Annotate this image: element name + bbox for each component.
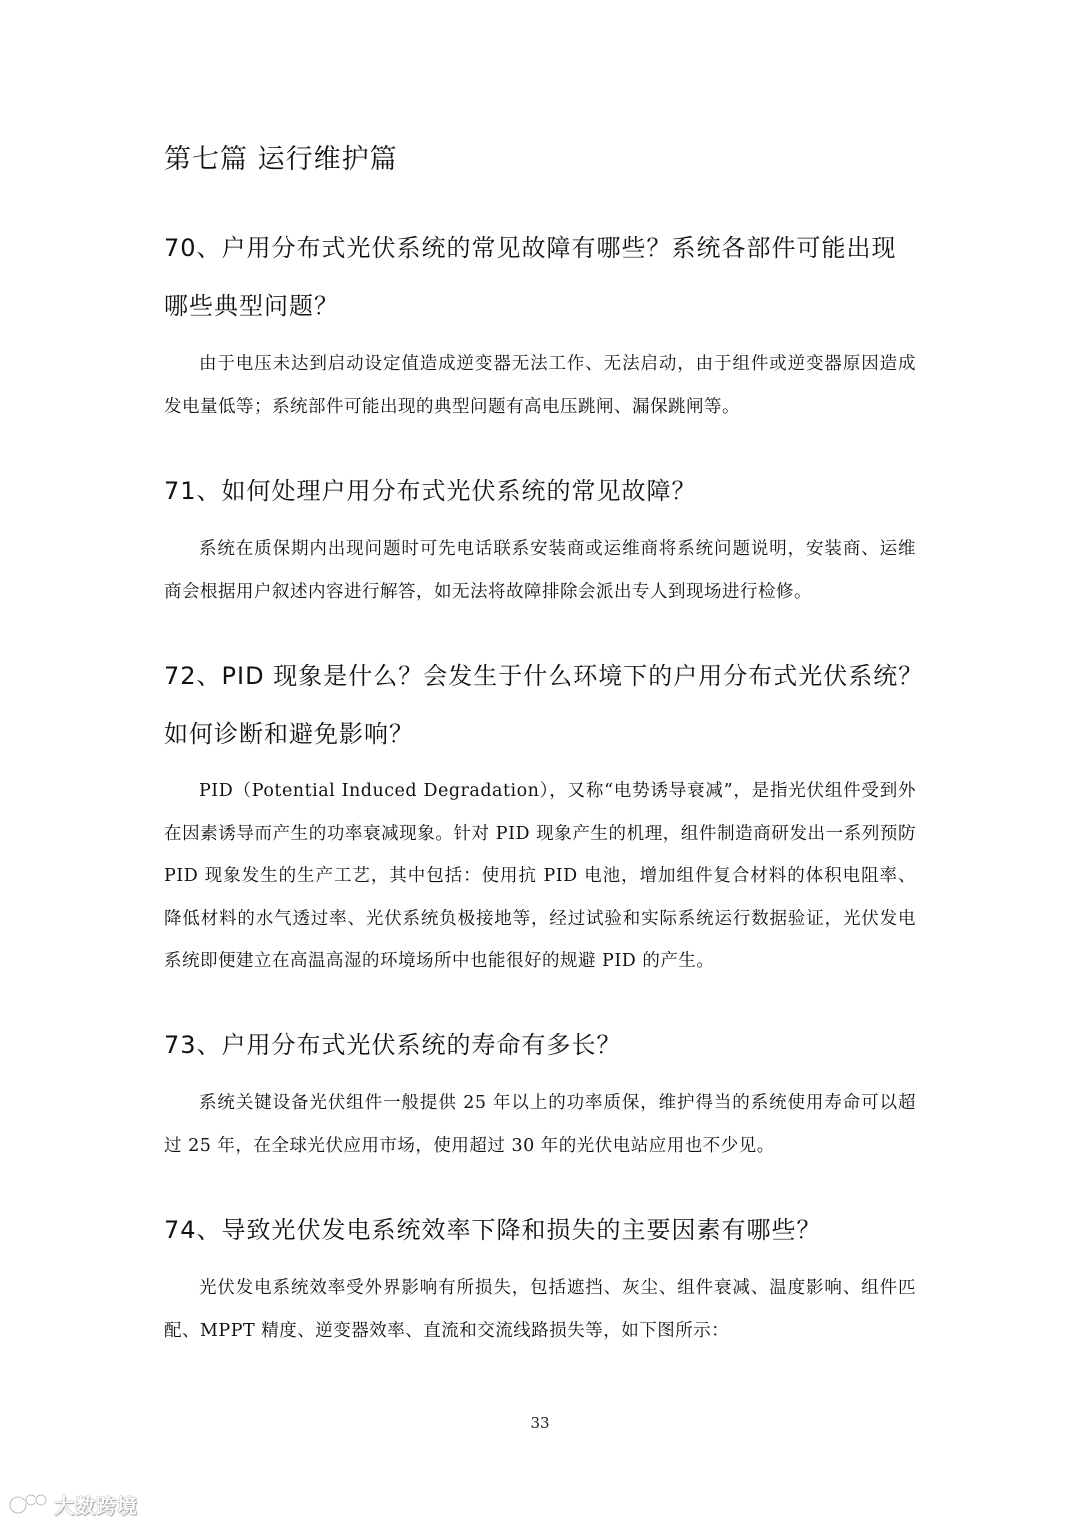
answer-70: 由于电压未达到启动设定值造成逆变器无法工作、无法启动，由于组件或逆变器原因造成发电量低等；系统部件可能出现的典型问题有高电压跳闸、漏保跳闸等。 [164, 354, 916, 417]
question-72 [164, 647, 924, 763]
question-70 [164, 219, 924, 335]
watermark-text: 大数跨境 [54, 1493, 138, 1518]
question-line: 如何诊断和避免影响？ [164, 720, 414, 748]
question-line: 72、PID 现象是什么？会发生于什么环境下的户用分布式光伏系统？ [164, 662, 924, 690]
watermark [8, 1490, 138, 1518]
question-73 [164, 1016, 924, 1074]
question-line: 74、导致光伏发电系统效率下降和损失的主要因素有哪些？ [164, 1216, 822, 1244]
answer-73: 系统关键设备光伏组件一般提供 25 年以上的功率质保，维护得当的系统使用寿命可以超过 25 年，在全球光伏应用市场，使用超过 30 年的光伏电站应用也不少见。 [164, 1093, 916, 1156]
page-number: 33 [530, 1414, 550, 1432]
answer-72: PID（Potential Induced Degradation），又称“电势诱导衰减”，是指光伏组件受到外在因素诱导而产生的功率衰减现象。针对 PID 现象产生的机理，组件制造商研发出一系列预防 PID 现象发生的生产工艺，其中包括：使用抗 PID 电池，增加组件复合材料的体积电阻率、降低材料的水气透过率、光伏系统负极接地等，经过试验和实际系统运行数据验证，光伏发电系统即便建立在高温高湿的环境场所中也能很好的规避 PID 的产生。 [164, 781, 916, 971]
question-line: 70、户用分布式光伏系统的常见故障有哪些？系统各部件可能出现 [164, 234, 897, 262]
answer-74: 光伏发电系统效率受外界影响有所损失，包括遮挡、灰尘、组件衰减、温度影响、组件匹配、MPPT 精度、逆变器效率、直流和交流线路损失等，如下图所示： [164, 1278, 916, 1341]
question-line: 71、如何处理户用分布式光伏系统的常见故障？ [164, 477, 697, 505]
chapter-title: 第七篇 运行维护篇 [164, 144, 398, 175]
brand-logo-icon [8, 1491, 48, 1517]
question-line: 73、户用分布式光伏系统的寿命有多长？ [164, 1031, 622, 1059]
question-line: 哪些典型问题？ [164, 292, 339, 320]
question-74 [164, 1201, 924, 1259]
question-71 [164, 462, 924, 520]
answer-71: 系统在质保期内出现问题时可先电话联系安装商或运维商将系统问题说明，安装商、运维商会根据用户叙述内容进行解答，如无法将故障排除会派出专人到现场进行检修。 [164, 539, 916, 602]
